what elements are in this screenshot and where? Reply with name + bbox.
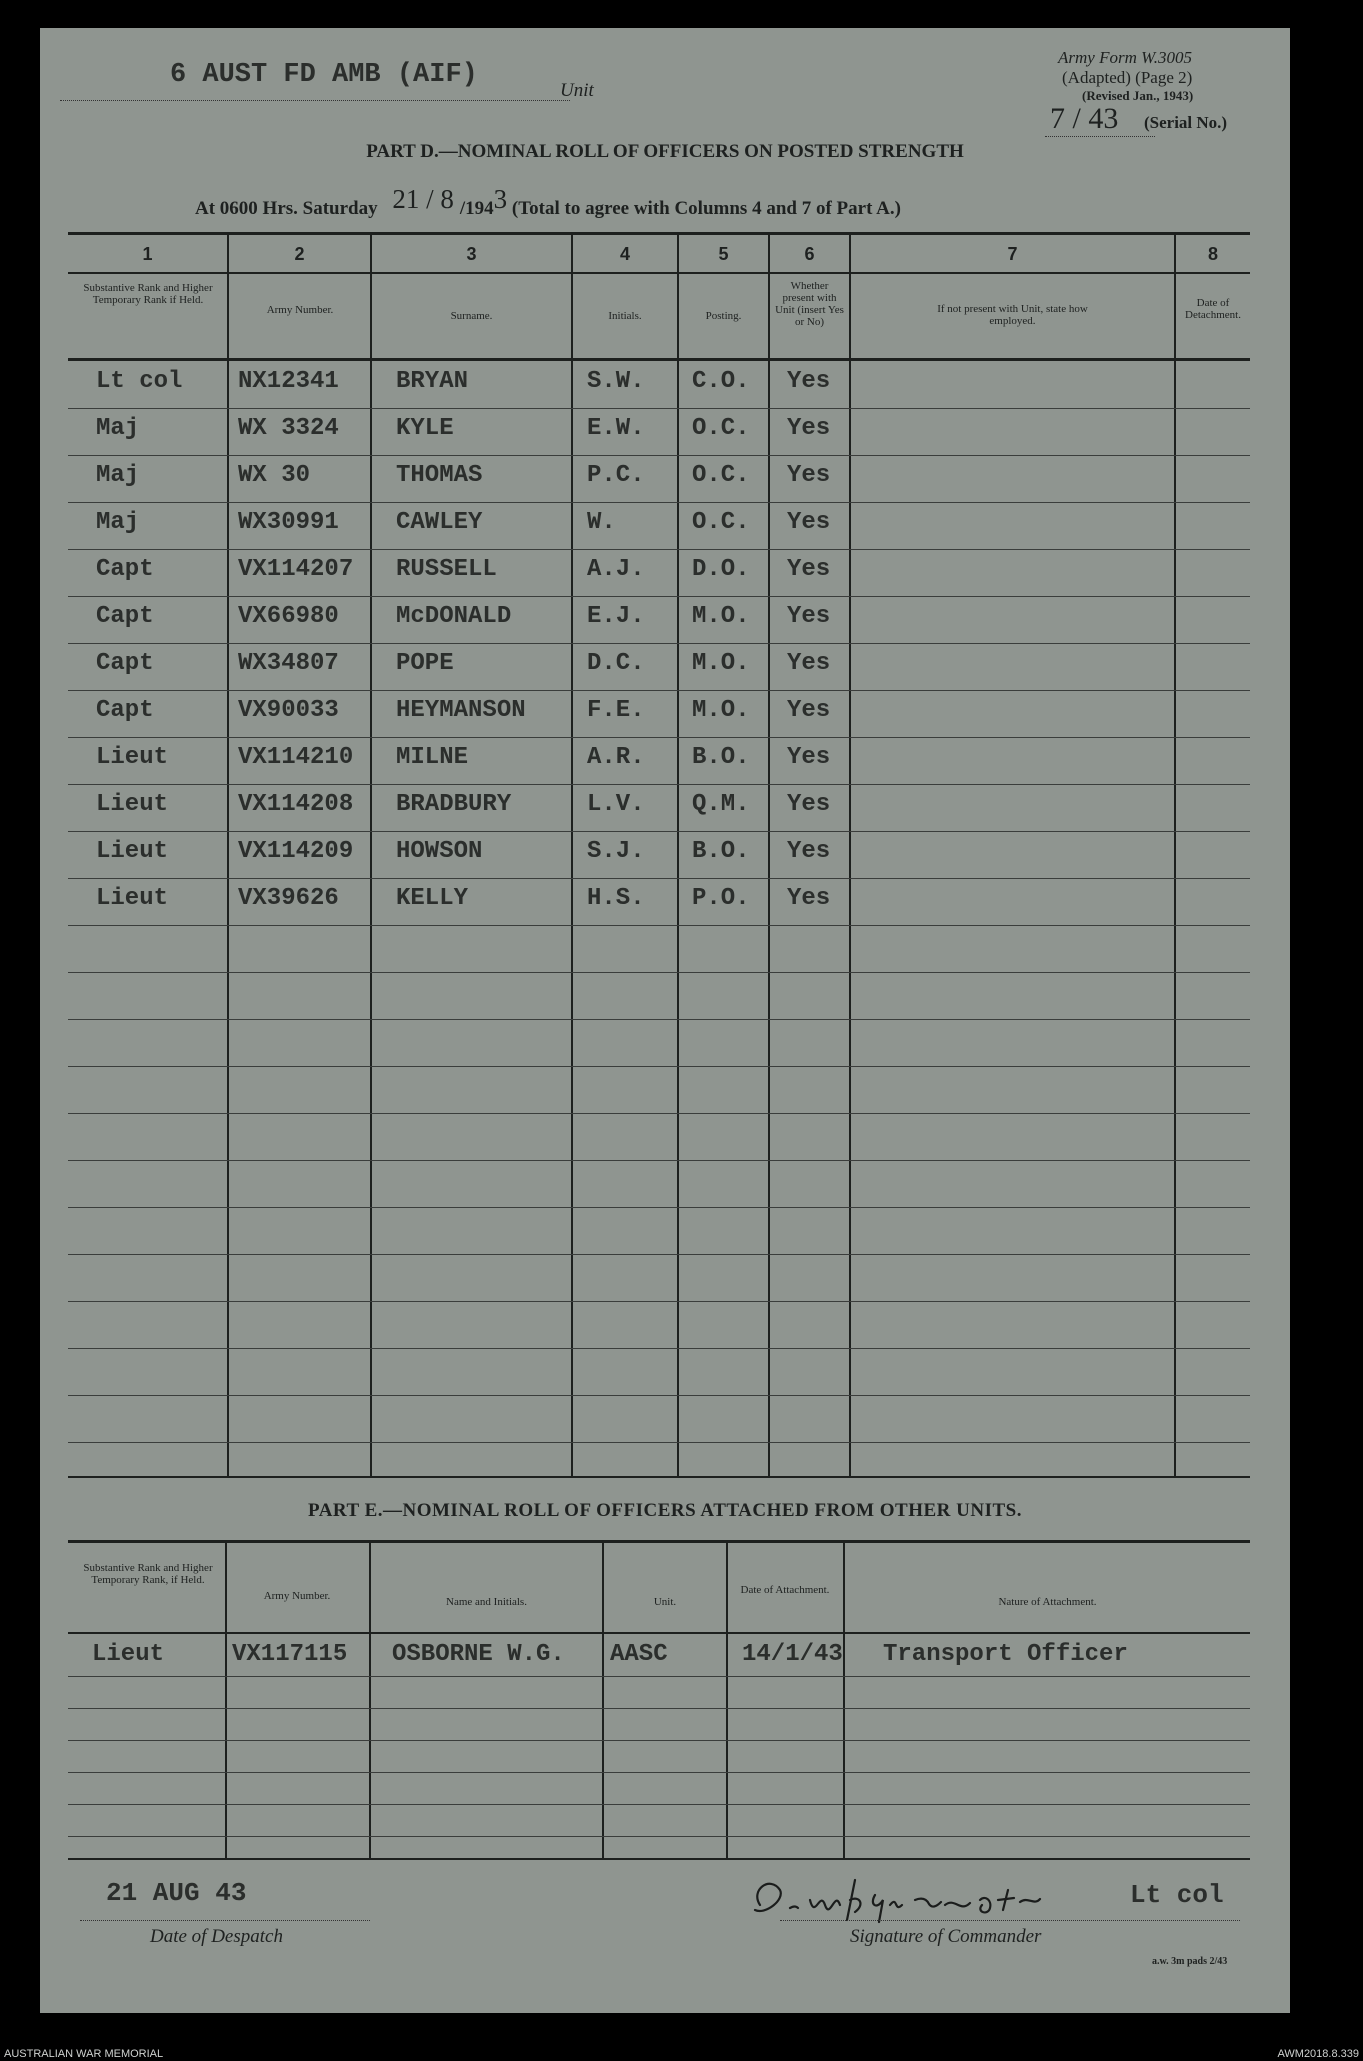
col-sep-5	[768, 234, 770, 1476]
part-d-row-rule	[68, 1395, 1250, 1396]
cell-number: VX114210	[238, 744, 354, 771]
col-number-1: 1	[142, 244, 153, 264]
despatch-date-value: 21 AUG 43	[106, 1878, 247, 1908]
signature-label: Signature of Commander	[850, 1926, 1042, 1947]
col-header-posting: Posting.	[705, 310, 742, 322]
cell-present: Yes	[787, 838, 831, 865]
cell-initials: W.	[587, 509, 616, 536]
col-header-rank: Substantive Rank and Higher Temporary Rank if Held.	[83, 282, 213, 306]
part-d-row-rule	[68, 1442, 1250, 1443]
serial-underline	[1045, 136, 1155, 138]
cell-present: Yes	[787, 650, 831, 677]
cell-rank: Lieut	[96, 791, 169, 818]
col-sep-7	[1174, 234, 1176, 1476]
date-suffix: (Total to agree with Columns 4 and 7 of Part A.)	[511, 198, 901, 219]
date-value: 21 / 8	[392, 184, 454, 214]
cell-rank: Maj	[96, 462, 140, 489]
cell-posting: B.O.	[692, 744, 750, 771]
col-header-employed: If not present with Unit, state how employed.	[937, 303, 1088, 327]
cell-surname: KYLE	[396, 415, 454, 442]
part-d-row-rule	[68, 502, 1250, 503]
part-e-header-border	[68, 1632, 1250, 1634]
part-d-row-rule	[68, 737, 1250, 738]
part-d-row-rule	[68, 1301, 1250, 1302]
cell-present: Yes	[787, 556, 831, 583]
cell-present: Yes	[787, 603, 831, 630]
col-header-surname: Surname.	[450, 310, 493, 322]
cell-present: Yes	[787, 791, 831, 818]
part-d-row-rule	[68, 690, 1250, 691]
part-d-numbers-border	[68, 272, 1250, 274]
part-d-row-rule	[68, 831, 1250, 832]
cell-posting: C.O.	[692, 368, 750, 395]
cell-surname: HEYMANSON	[396, 697, 526, 724]
cell-initials: H.S.	[587, 885, 645, 912]
cell-number: VX114208	[238, 791, 354, 818]
cell-rank: Maj	[96, 415, 140, 442]
form-name: Army Form W.3005	[1058, 48, 1192, 67]
archive-credit: AUSTRALIAN WAR MEMORIAL	[4, 2048, 164, 2060]
cell-posting: D.O.	[692, 556, 750, 583]
cell-posting: O.C.	[692, 415, 750, 442]
cell-initials: E.J.	[587, 603, 645, 630]
cell-number: WX34807	[238, 650, 339, 677]
part-d-top-border	[68, 232, 1250, 235]
cell-initials: E.W.	[587, 415, 645, 442]
cell-present: Yes	[787, 697, 831, 724]
year-text: /194	[459, 198, 494, 219]
e-header-name: Name and Initials.	[446, 1596, 527, 1608]
col-sep-1	[227, 234, 229, 1476]
part-d-date-line	[195, 184, 901, 221]
cell-number: VX90033	[238, 697, 339, 724]
part-e-title: PART E.—NOMINAL ROLL OF OFFICERS ATTACHED FROM OTHER UNITS.	[308, 1500, 1022, 1521]
cell-number: WX 30	[238, 462, 311, 489]
cell-posting: M.O.	[692, 603, 750, 630]
signature-rank: Lt col	[1130, 1880, 1224, 1910]
print-note: a.w. 3m pads 2/43	[1152, 1956, 1228, 1967]
unit-underline	[60, 100, 570, 102]
e-header-nature: Nature of Attachment.	[998, 1596, 1097, 1608]
e-header-unit: Unit.	[653, 1596, 677, 1608]
cell-rank: Capt	[96, 603, 154, 630]
col-header-army-number: Army Number.	[266, 304, 334, 316]
part-e-top-border	[68, 1540, 1250, 1543]
form-sheet	[40, 28, 1290, 2013]
part-d-row-rule	[68, 1019, 1250, 1020]
col-sep-2	[370, 234, 372, 1476]
e-header-army-number: Army Number.	[263, 1590, 331, 1602]
col-header-detachment: Date of Detachment.	[1185, 297, 1241, 321]
cell-present: Yes	[787, 744, 831, 771]
cell-posting: O.C.	[692, 462, 750, 489]
col-number-7: 7	[1007, 244, 1018, 264]
part-e-row-rule	[68, 1836, 1250, 1837]
cell-name: OSBORNE W.G.	[392, 1641, 565, 1668]
signature-text-hidden	[810, 1904, 817, 1905]
col-number-6: 6	[804, 244, 815, 264]
cell-surname: KELLY	[396, 885, 469, 912]
cell-initials: L.V.	[587, 791, 645, 818]
cell-number: VX66980	[238, 603, 339, 630]
cell-number: VX114207	[238, 556, 354, 583]
col-number-4: 4	[619, 244, 630, 264]
cell-number: WX 3324	[238, 415, 339, 442]
cell-initials: P.C.	[587, 462, 645, 489]
part-d-row-rule	[68, 596, 1250, 597]
col-number-5: 5	[718, 244, 729, 264]
col-sep-4	[677, 234, 679, 1476]
cell-rank: Lieut	[96, 838, 169, 865]
unit-value: 6 AUST FD AMB (AIF)	[170, 60, 478, 90]
serial-label: (Serial No.)	[1144, 113, 1228, 132]
cell-surname: CAWLEY	[396, 509, 483, 536]
cell-posting: B.O.	[692, 838, 750, 865]
cell-rank: Maj	[96, 509, 140, 536]
cell-present: Yes	[787, 462, 831, 489]
col-sep-3	[571, 234, 573, 1476]
cell-surname: BRADBURY	[396, 791, 512, 818]
serial-value: 7 / 43	[1050, 102, 1119, 135]
part-d-row-rule	[68, 1113, 1250, 1114]
unit-label: Unit	[560, 80, 594, 101]
cell-posting: M.O.	[692, 650, 750, 677]
part-e-row-rule	[68, 1804, 1250, 1805]
part-d-row-rule	[68, 878, 1250, 879]
e-col-sep-5	[843, 1542, 845, 1858]
col-number-3: 3	[466, 244, 477, 264]
cell-surname: POPE	[396, 650, 454, 677]
archive-id: AWM2018.8.339	[1277, 2048, 1359, 2060]
despatch-underline	[80, 1920, 370, 1922]
cell-present: Yes	[787, 415, 831, 442]
part-d-row-rule	[68, 1160, 1250, 1161]
part-d-row-rule	[68, 455, 1250, 456]
col-header-present: Whether present with Unit (insert Yes or No)	[775, 280, 844, 328]
cell-initials: D.C.	[587, 650, 645, 677]
cell-present: Yes	[787, 509, 831, 536]
cell-date: 14/1/43	[742, 1641, 843, 1668]
date-prefix: At 0600 Hrs. Saturday	[195, 198, 378, 219]
cell-posting: O.C.	[692, 509, 750, 536]
cell-initials: A.R.	[587, 744, 645, 771]
e-col-sep-2	[369, 1542, 371, 1858]
cell-rank: Capt	[96, 556, 154, 583]
form-adapted: (Adapted) (Page 2)	[1062, 68, 1193, 87]
part-d-row-rule	[68, 1254, 1250, 1255]
year-digit: 3	[493, 184, 508, 214]
cell-posting: M.O.	[692, 697, 750, 724]
part-e-bottom-border	[68, 1858, 1250, 1860]
signature-underline	[780, 1920, 1240, 1922]
e-header-rank: Substantive Rank and Higher Temporary Rank, if Held.	[83, 1562, 213, 1586]
cell-number: VX39626	[238, 885, 339, 912]
despatch-date-label: Date of Despatch	[150, 1926, 283, 1947]
part-d-header-border	[68, 358, 1250, 361]
cell-initials: F.E.	[587, 697, 645, 724]
cell-unit: AASC	[610, 1641, 668, 1668]
cell-surname: MILNE	[396, 744, 469, 771]
cell-rank: Lieut	[96, 744, 169, 771]
cell-initials: A.J.	[587, 556, 645, 583]
cell-rank: Lt col	[96, 368, 183, 395]
cell-present: Yes	[787, 368, 831, 395]
cell-rank: Capt	[96, 697, 154, 724]
e-col-sep-3	[602, 1542, 604, 1858]
cell-initials: S.J.	[587, 838, 645, 865]
part-e-row-rule	[68, 1708, 1250, 1709]
col-sep-6	[849, 234, 851, 1476]
cell-surname: BRYAN	[396, 368, 469, 395]
part-d-row-rule	[68, 972, 1250, 973]
e-col-sep-1	[225, 1542, 227, 1858]
part-d-row-rule	[68, 925, 1250, 926]
cell-initials: S.W.	[587, 368, 645, 395]
cell-number: VX114209	[238, 838, 354, 865]
cell-number: WX30991	[238, 509, 339, 536]
cell-posting: P.O.	[692, 885, 750, 912]
cell-number: NX12341	[238, 368, 339, 395]
part-d-row-rule	[68, 408, 1250, 409]
cell-rank: Lieut	[96, 885, 169, 912]
cell-posting: Q.M.	[692, 791, 750, 818]
part-d-row-rule	[68, 1207, 1250, 1208]
cell-rank: Capt	[96, 650, 154, 677]
part-e-row-rule	[68, 1772, 1250, 1773]
part-d-row-rule	[68, 549, 1250, 550]
cell-surname: THOMAS	[396, 462, 483, 489]
part-d-row-rule	[68, 784, 1250, 785]
part-e-row-rule	[68, 1740, 1250, 1741]
part-d-bottom-border	[68, 1476, 1250, 1478]
cell-surname: McDONALD	[396, 603, 512, 630]
part-d-row-rule	[68, 643, 1250, 644]
cell-present: Yes	[787, 885, 831, 912]
cell-number: VX117115	[232, 1641, 348, 1668]
part-d-row-rule	[68, 1348, 1250, 1349]
cell-rank: Lieut	[92, 1641, 165, 1668]
e-col-sep-4	[726, 1542, 728, 1858]
cell-surname: RUSSELL	[396, 556, 497, 583]
col-number-8: 8	[1207, 244, 1218, 264]
col-number-2: 2	[294, 244, 305, 264]
cell-nature: Transport Officer	[883, 1641, 1128, 1668]
e-header-date: Date of Attachment.	[740, 1584, 830, 1596]
cell-surname: HOWSON	[396, 838, 483, 865]
form-revised: (Revised Jan., 1943)	[1082, 88, 1194, 103]
part-d-row-rule	[68, 1066, 1250, 1067]
part-d-title: PART D.—NOMINAL ROLL OF OFFICERS ON POSTED STRENGTH	[366, 141, 964, 162]
col-header-initials: Initials.	[608, 310, 642, 322]
part-e-row-rule	[68, 1676, 1250, 1677]
